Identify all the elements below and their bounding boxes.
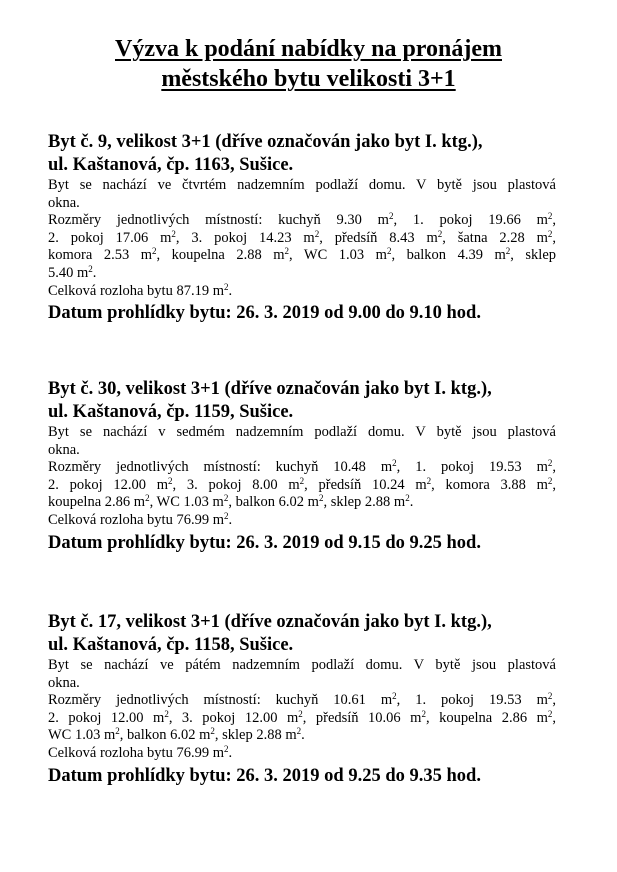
unit-superscript: 2 [547,708,553,719]
dimension-text: , sklep 2.88 m [323,494,406,511]
flat-heading-line-2: ul. Kaštanová, čp. 1163, Sušice. [48,155,294,175]
flat-heading [48,378,568,424]
unit-superscript: 2 [318,493,324,504]
room-dimensions-line [48,230,556,248]
dimension-text: , 1. pokoj 19.53 m [396,459,548,476]
unit-superscript: 2 [547,211,553,222]
total-area [48,283,568,301]
flat-heading-line-1: Byt č. 9, velikost 3+1 (dříve označován jako byt I. ktg.), [48,132,483,152]
dimension-text: , 3. pokoj 12.00 m [168,709,299,726]
flat-heading [48,611,568,657]
unit-superscript: 2 [547,228,553,239]
unit-superscript: 2 [171,228,176,239]
dimension-text: , koupelna 2.86 m [425,709,548,726]
dimension-text: , 3. pokoj 14.23 m [175,229,315,246]
unit-superscript: 2 [547,475,553,486]
unit-superscript: 2 [299,475,305,486]
page-title [0,34,617,94]
total-area-text: Celková rozloha bytu 87.19 m [48,282,224,299]
floor-description-end: okna. [48,674,80,691]
dimension-text: , komora 3.88 m [431,476,548,493]
unit-superscript: 2 [421,708,426,719]
dimension-text: , [552,212,556,229]
room-dimensions-line [48,727,568,745]
flat-heading-line-1: Byt č. 17, velikost 3+1 (dříve označován jako byt I. ktg.), [48,612,492,632]
title-line-1: Výzva k podání nabídky na pronájem [115,36,502,62]
dimension-text: , balkon 4.39 m [391,247,506,264]
unit-superscript: 2 [223,510,229,521]
unit-superscript: 2 [405,493,410,504]
dimension-text: , 3. pokoj 8.00 m [172,476,300,493]
total-area-text: Celková rozloha bytu 76.99 m [48,511,224,528]
unit-superscript: 2 [392,691,397,702]
unit-superscript: 2 [223,743,229,754]
unit-superscript: 2 [388,211,394,222]
unit-superscript: 2 [314,228,320,239]
total-area-text: Celková rozloha bytu 76.99 m [48,744,224,761]
flat-block [48,131,568,325]
flat-heading-line-2: ul. Kaštanová, čp. 1158, Sušice. [48,635,294,655]
unit-superscript: 2 [392,458,397,469]
room-dimensions-line [48,247,556,265]
dimension-text: , sklep 2.88 m [214,727,297,744]
dimension-text: , [552,459,556,476]
flat-heading [48,131,568,177]
unit-superscript: 2 [298,708,303,719]
dimension-text: , balkon 6.02 m [228,494,319,511]
flat-block [48,611,568,788]
dimension-text: , [552,476,557,493]
dimension-text: . [92,264,97,281]
unit-superscript: 2 [164,708,169,719]
room-dimensions-line [48,692,556,710]
dimension-text: , předsíň 10.24 m [304,476,427,493]
unit-superscript: 2 [426,475,432,486]
unit-superscript: 2 [284,246,289,257]
dimension-text: , [552,692,556,709]
total-area [48,512,568,530]
total-area-end: . [228,744,233,761]
room-dimensions-line [48,494,568,512]
flat-heading-line-1: Byt č. 30, velikost 3+1 (dříve označován jako byt I. ktg.), [48,379,492,399]
room-dimensions-line [48,477,556,495]
dimension-text: , předsíň 10.06 m [302,709,422,726]
dimension-text: koupelna 2.86 m [48,494,146,511]
total-area-end: . [228,511,233,528]
dimension-text: , 1. pokoj 19.66 m [393,212,548,229]
floor-description: Byt se nachází ve čtvrtém nadzemním podlaží domu. V bytě jsou plastová [48,177,556,193]
dimension-text: , 1. pokoj 19.53 m [396,692,548,709]
unit-superscript: 2 [168,475,173,486]
dimension-text: , WC 1.03 m [289,247,387,264]
flat-heading-line-2: ul. Kaštanová, čp. 1159, Sušice. [48,402,294,422]
unit-superscript: 2 [386,246,392,257]
unit-superscript: 2 [547,458,553,469]
dimension-text: . [301,727,305,744]
unit-superscript: 2 [505,246,511,257]
dimension-text: , [552,709,557,726]
dimension-text: . [409,494,414,511]
floor-description-end: okna. [48,194,80,211]
dimension-text: 2. pokoj 12.00 m [48,476,169,493]
dimension-text: , balkon 6.02 m [119,727,211,744]
room-dimensions-line [48,459,556,477]
total-area-end: . [228,282,233,299]
floor-description: Byt se nachází ve pátém nadzemním podlaží domu. V bytě jsou plastová [48,657,556,673]
unit-superscript: 2 [547,691,553,702]
dimension-text: , šatna 2.28 m [442,229,548,246]
title-line-2: městského bytu velikosti 3+1 [161,66,456,92]
room-dimensions-line [48,265,568,283]
unit-superscript: 2 [88,263,93,274]
unit-superscript: 2 [223,493,229,504]
dimension-text: Rozměry jednotlivých místností: kuchyň 9.30 m [48,212,389,229]
dimension-text: , předsíň 8.43 m [319,229,438,246]
unit-superscript: 2 [296,726,302,737]
dimension-text: , WC 1.03 m [149,494,224,511]
viewing-date: Datum prohlídky bytu: 26. 3. 2019 od 9.15 do 9.25 hod. [48,532,481,553]
dimension-text: , koupelna 2.88 m [156,247,285,264]
dimension-text: 5.40 m [48,264,89,281]
unit-superscript: 2 [437,228,443,239]
room-dimensions-line [48,710,556,728]
room-dimensions-line [48,212,556,230]
dimension-text: komora 2.53 m [48,247,152,264]
viewing-date: Datum prohlídky bytu: 26. 3. 2019 od 9.00 do 9.10 hod. [48,303,481,324]
total-area [48,745,568,763]
viewing-date: Datum prohlídky bytu: 26. 3. 2019 od 9.25 do 9.35 hod. [48,765,481,786]
dimension-text: , sklep [510,247,557,264]
unit-superscript: 2 [152,246,157,257]
unit-superscript: 2 [210,726,215,737]
unit-superscript: 2 [223,281,229,292]
unit-superscript: 2 [145,493,150,504]
dimension-text: Rozměry jednotlivých místností: kuchyň 10.48 m [48,459,393,476]
dimension-text: , [552,229,557,246]
dimension-text: 2. pokoj 17.06 m [48,229,172,246]
unit-superscript: 2 [115,726,120,737]
flat-block [48,378,568,555]
floor-description-end: okna. [48,441,80,458]
dimension-text: 2. pokoj 12.00 m [48,709,165,726]
floor-description: Byt se nachází v sedmém nadzemním podlaží domu. V bytě jsou plastová [48,424,556,440]
dimension-text: WC 1.03 m [48,727,116,744]
dimension-text: Rozměry jednotlivých místností: kuchyň 10.61 m [48,692,393,709]
